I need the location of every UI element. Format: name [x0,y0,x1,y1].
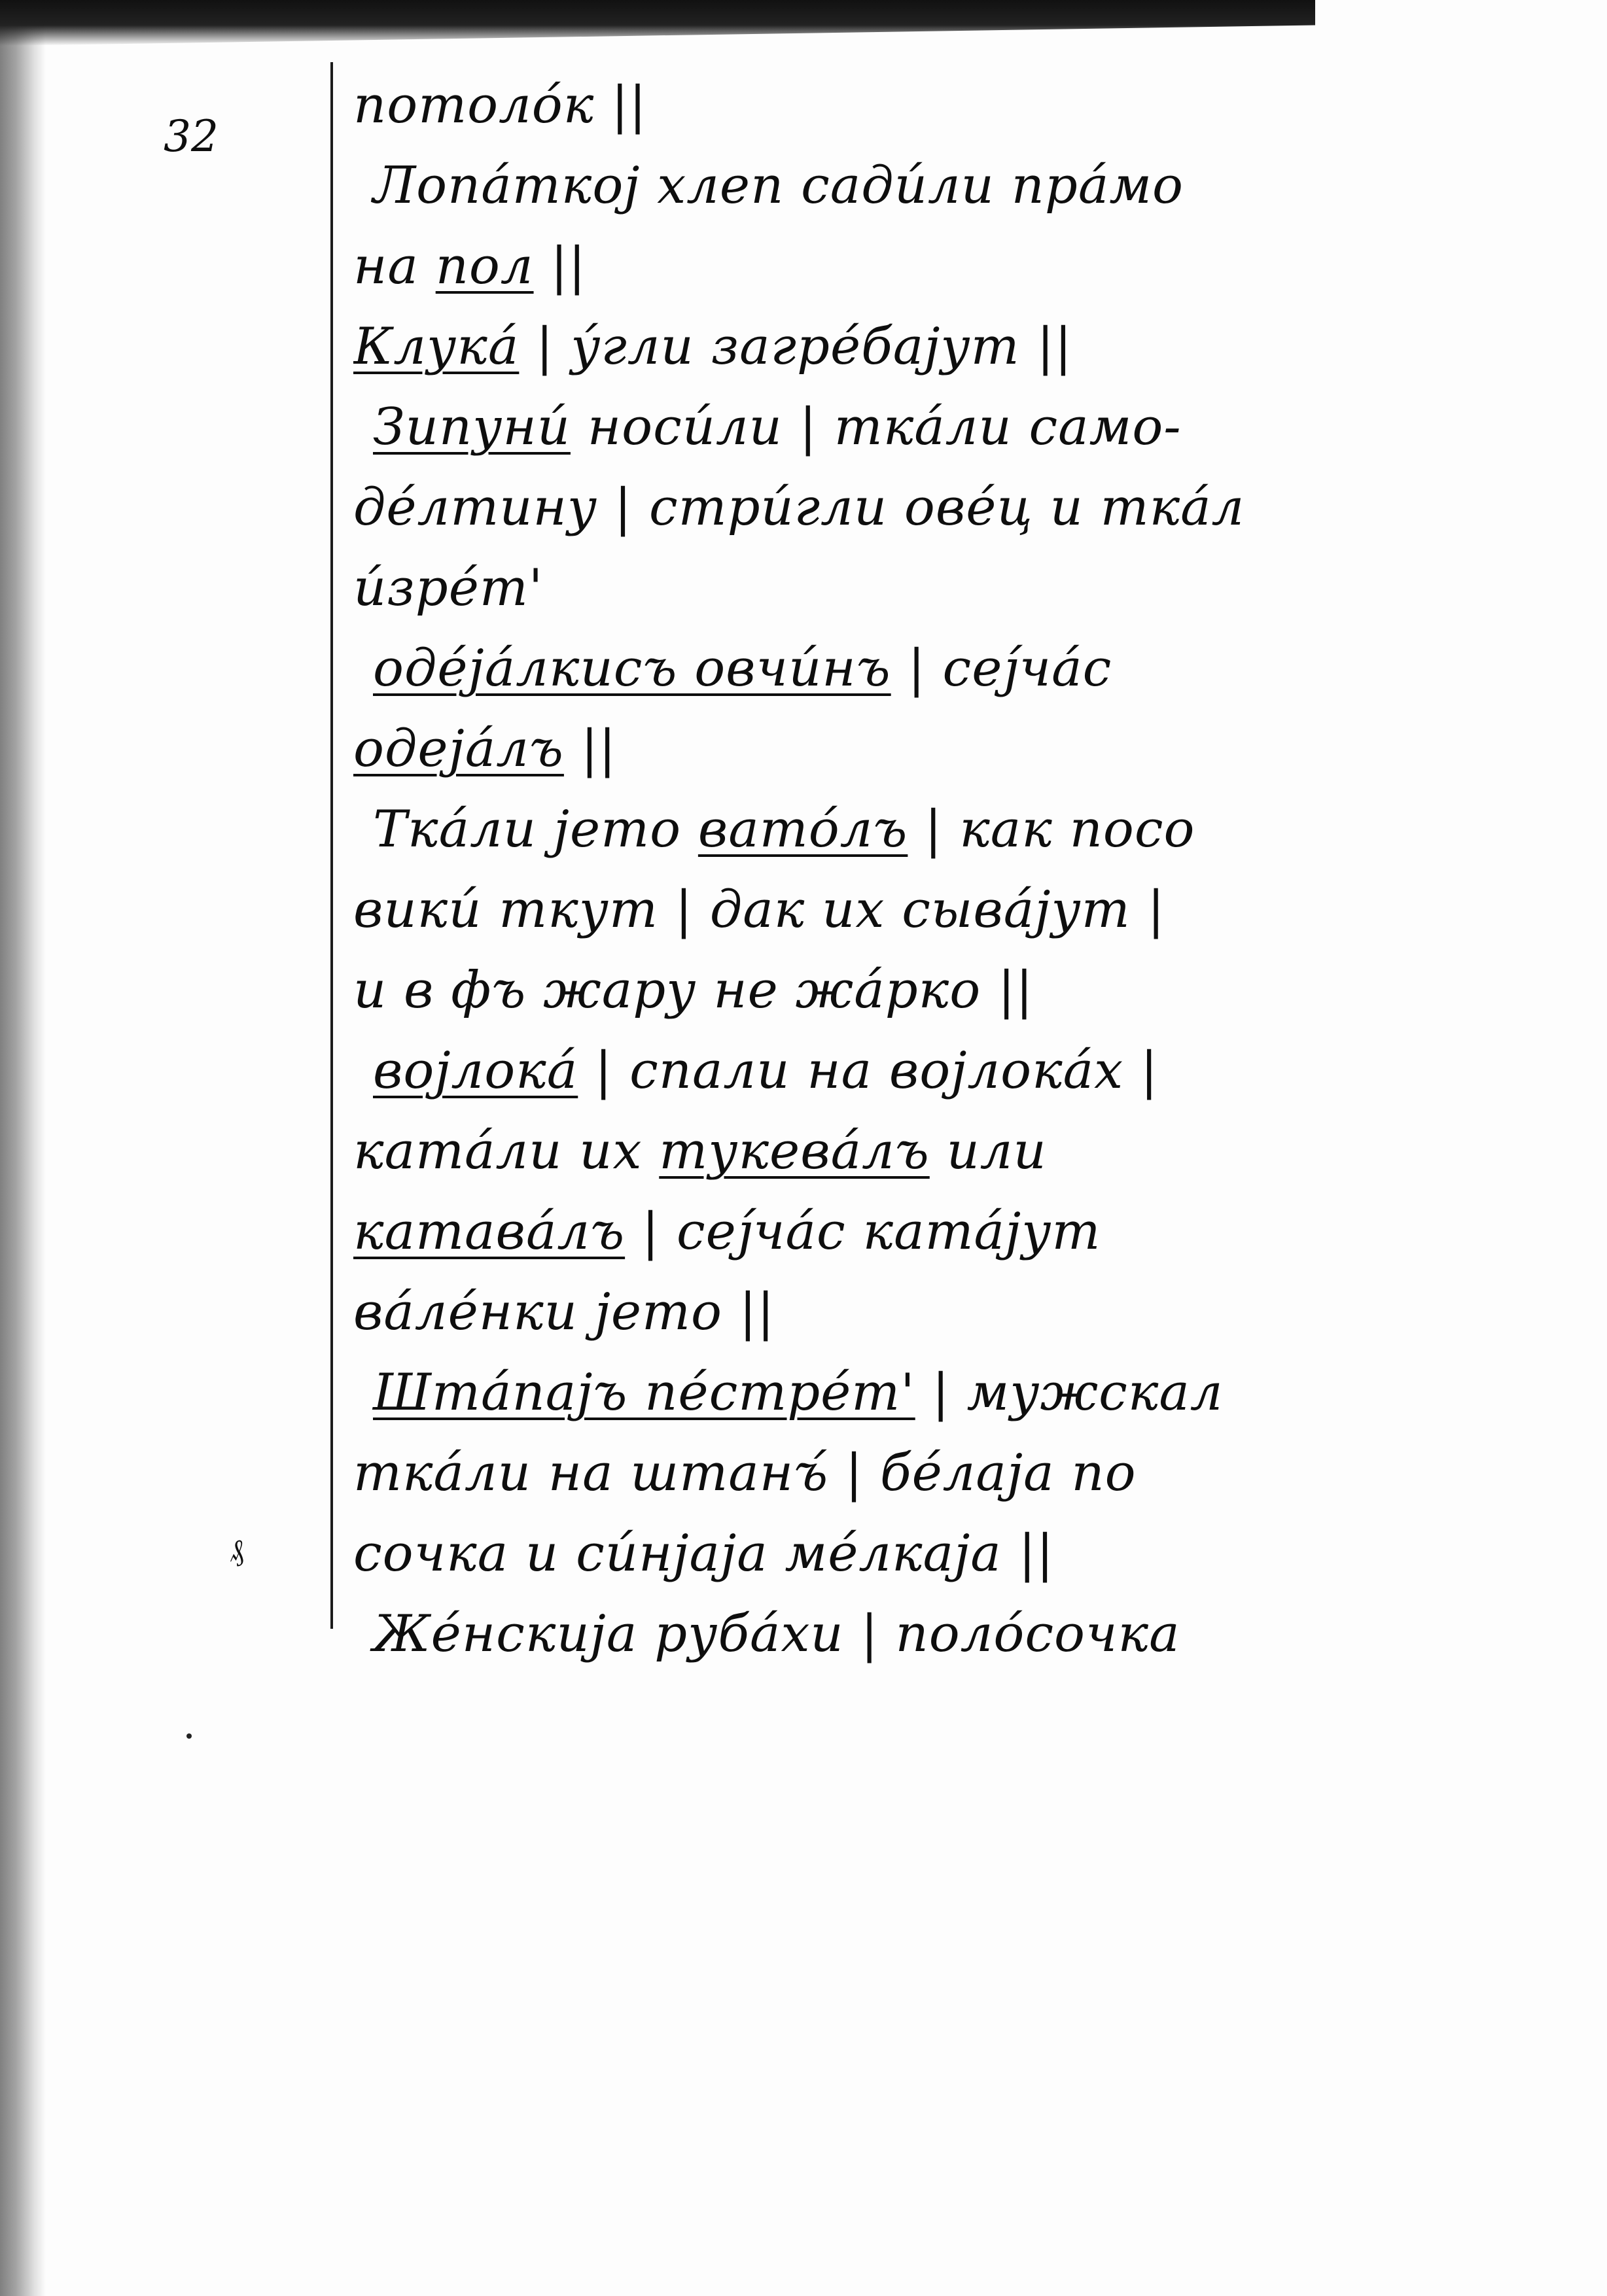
underlined-term: одеја́лъ [353,720,564,778]
text-segment: де́лтину | стри́гли ове́ц и тка́л [353,478,1245,537]
text-line [353,65,1328,146]
text-segment: | сеј́ча́с [891,639,1112,698]
text-line [353,870,1328,950]
text-segment: ката́ли их [353,1122,660,1181]
text-line [353,629,1328,709]
text-segment: носи́ли | тка́ли само- [570,398,1182,457]
page-number: 32 [164,111,219,162]
text-segment: Лопа́ткој хлеп сади́ли пра́мо [373,156,1184,215]
text-line [353,1111,1328,1192]
text-segment: и в фъ жару не жа́рко || [353,961,1034,1020]
text-line [353,1433,1328,1514]
handwritten-text [353,65,1328,1675]
underlined-term: вато́лъ [698,800,908,859]
text-line [353,790,1328,870]
underlined-term: катава́лъ [353,1202,626,1261]
text-segment: | спали на војлока́х | [578,1041,1159,1100]
underlined-term: оде́ја́лкисъ овчи́нъ [373,639,891,698]
text-segment: тка́ли на штанъ́ | бе́лаја по [353,1444,1137,1503]
text-line [353,1192,1328,1272]
text-line [353,387,1328,468]
text-segment: | у́гли загре́бајут || [519,317,1072,376]
text-line [353,950,1328,1031]
text-line [353,146,1328,226]
underlined-term: тукева́лъ [659,1122,930,1181]
text-segment: || [533,237,586,296]
text-line [353,226,1328,307]
ink-dot [186,1733,192,1739]
text-line [353,1514,1328,1594]
margin-rule [330,62,333,1629]
binding-shadow [0,0,46,2296]
text-segment: || [563,720,617,778]
text-segment: | мужскал [915,1363,1224,1422]
text-segment: | как посо [908,800,1195,859]
text-segment: сочка и си́нјаја ме́лкаја || [353,1524,1055,1583]
text-line [353,1353,1328,1433]
underlined-term: пол [435,237,534,296]
underlined-term: Зипуни́ [373,398,571,457]
text-line [353,1272,1328,1353]
text-segment: Же́нскија руба́хи | поло́сочка [373,1605,1180,1663]
text-line [353,1031,1328,1111]
underlined-term: војлока́ [373,1041,578,1100]
text-line [353,468,1328,548]
text-segment: потоло́к || [353,76,647,135]
text-line [353,548,1328,629]
text-segment: или [929,1122,1047,1181]
text-segment: на [353,237,436,296]
page-top-edge [0,0,1315,46]
text-segment: вики́ ткут | дак их сыва́јут | [353,880,1165,939]
underlined-term: Клука́ [353,317,520,376]
text-line [353,709,1328,790]
text-line [353,307,1328,387]
underlined-term: Шта́пајъ пе́стре́т' [373,1363,915,1422]
text-segment: и́зре́т' [353,559,544,617]
text-line [353,1594,1328,1675]
text-segment: ва́ле́нки јето || [353,1283,775,1342]
text-segment: Тка́ли јето [373,800,698,859]
text-segment: | сеј́ча́с ката́јут [625,1202,1101,1261]
margin-note: ₰ [225,1533,247,1569]
